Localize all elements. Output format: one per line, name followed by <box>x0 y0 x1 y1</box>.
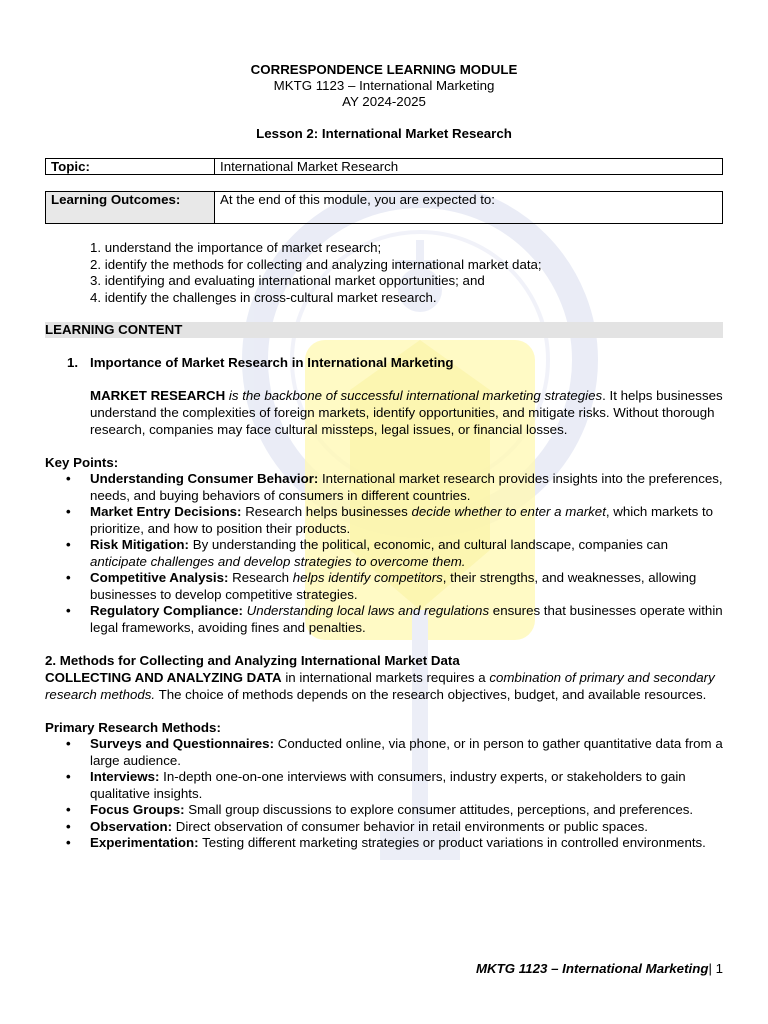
primary-methods-list <box>45 736 723 852</box>
key-point-item <box>90 537 723 570</box>
key-point-term: Competitive Analysis: <box>90 570 229 585</box>
footer-course-title: MKTG 1123 – International Marketing <box>475 961 709 976</box>
academic-year: AY 2024-2025 <box>342 94 426 109</box>
key-points-list <box>45 471 723 636</box>
page-number: | 1 <box>708 961 723 976</box>
outcome-item: 3. identifying and evaluating international market opportunities; and <box>90 273 485 288</box>
key-point-text: , their strengths, and weaknesses, allowing businesses to develop competitive strategies. <box>90 570 697 602</box>
key-point-text: International market research provides insights into the preferences, needs, and buying behaviors of consumers in different countries. <box>90 471 723 503</box>
key-point-text: , which markets to prioritize, and how to position their products. <box>90 504 714 536</box>
key-points-title: Key Points: <box>45 455 119 470</box>
key-point-text: ensures that businesses operate within legal frameworks, avoiding fines and penalties. <box>90 603 723 635</box>
key-point-item <box>90 603 723 636</box>
page-footer <box>476 961 723 976</box>
collecting-data-term: COLLECTING AND ANALYZING DATA <box>45 670 282 685</box>
method-item <box>90 802 723 819</box>
learning-content-heading: LEARNING CONTENT <box>45 322 723 338</box>
section-2-heading: 2. Methods for Collecting and Analyzing International Market Data <box>45 653 460 668</box>
method-item <box>90 819 723 836</box>
section-1-paragraph <box>90 387 723 438</box>
primary-methods-title: Primary Research Methods: <box>45 720 221 735</box>
key-point-item <box>90 471 723 504</box>
key-point-emphasis: decide whether to enter a market <box>411 504 606 519</box>
market-research-term: MARKET RESEARCH <box>90 388 226 403</box>
key-point-item <box>90 504 723 537</box>
outcome-item: 1. understand the importance of market research; <box>90 240 382 255</box>
method-item <box>90 736 723 769</box>
method-text: In-depth one-on-one interviews with consumers, industry experts, or stakeholders to gain qualitative insights. <box>90 769 686 801</box>
key-point-term: Understanding Consumer Behavior: <box>90 471 319 486</box>
lesson-title: Lesson 2: International Market Research <box>256 126 512 141</box>
method-term: Surveys and Questionnaires: <box>90 736 275 751</box>
key-point-term: Risk Mitigation: <box>90 537 189 552</box>
course-title: MKTG 1123 – International Marketing <box>273 78 495 93</box>
method-item <box>90 769 723 802</box>
learning-outcomes-list <box>90 240 723 306</box>
section-2-text: in international markets requires a <box>281 670 490 685</box>
outcome-item: 2. identify the methods for collecting and analyzing international market data; <box>90 256 542 272</box>
key-point-text: By understanding the political, economic, and cultural landscape, companies can <box>189 537 668 552</box>
method-term: Interviews: <box>90 769 160 784</box>
method-text: Testing different marketing strategies or product variations in controlled environments. <box>198 835 706 850</box>
topic-value: International Market Research <box>215 159 723 175</box>
topic-table <box>45 158 723 175</box>
module-title: CORRESPONDENCE LEARNING MODULE <box>250 62 518 77</box>
section-1-heading <box>67 354 723 371</box>
method-term: Experimentation: <box>90 835 199 850</box>
market-research-definition: is the backbone of successful international marketing strategies <box>225 388 603 403</box>
topic-label: Topic: <box>46 159 215 175</box>
method-text: Conducted online, via phone, or in person to gather quantitative data from a large audience. <box>90 736 723 768</box>
method-term: Observation: <box>90 818 173 834</box>
outcomes-label: Learning Outcomes: <box>46 192 215 224</box>
method-item <box>90 835 723 852</box>
outcomes-table <box>45 191 723 224</box>
key-point-term: Regulatory Compliance: <box>90 603 243 618</box>
section-1-number: 1. <box>67 355 79 370</box>
key-point-text: Research helps businesses <box>241 504 412 519</box>
section-2-paragraph <box>45 669 723 703</box>
key-point-emphasis: Understanding local laws and regulations <box>246 603 490 618</box>
section-1-title: Importance of Market Research in International Marketing <box>90 355 454 370</box>
key-point-term: Market Entry Decisions: <box>90 504 242 519</box>
method-text: Small group discussions to explore consumer attitudes, perceptions, and preferences. <box>184 802 694 817</box>
key-point-emphasis: helps identify competitors <box>292 570 443 585</box>
method-text: Direct observation of consumer behavior in retail environments or public spaces. <box>172 818 648 834</box>
key-point-text: Research <box>228 570 293 585</box>
outcome-item: 4. identify the challenges in cross-cultural market research. <box>90 289 437 305</box>
method-term: Focus Groups: <box>90 802 185 817</box>
outcomes-intro: At the end of this module, you are expected to: <box>215 192 723 224</box>
key-point-emphasis: anticipate challenges and develop strategies to overcome them. <box>90 553 466 569</box>
section-2-emphasis: combination of primary and secondary research methods. <box>45 670 715 702</box>
section-2-text: The choice of methods depends on the research objectives, budget, and available resources. <box>155 687 707 702</box>
document-page <box>45 62 723 852</box>
market-research-text: . It helps businesses understand the complexities of foreign markets, identify opportunities, and mitigate risks. Without thorough research, companies may face cultural missteps, legal issues, or financial losses. <box>90 388 723 437</box>
key-point-item <box>90 570 723 603</box>
